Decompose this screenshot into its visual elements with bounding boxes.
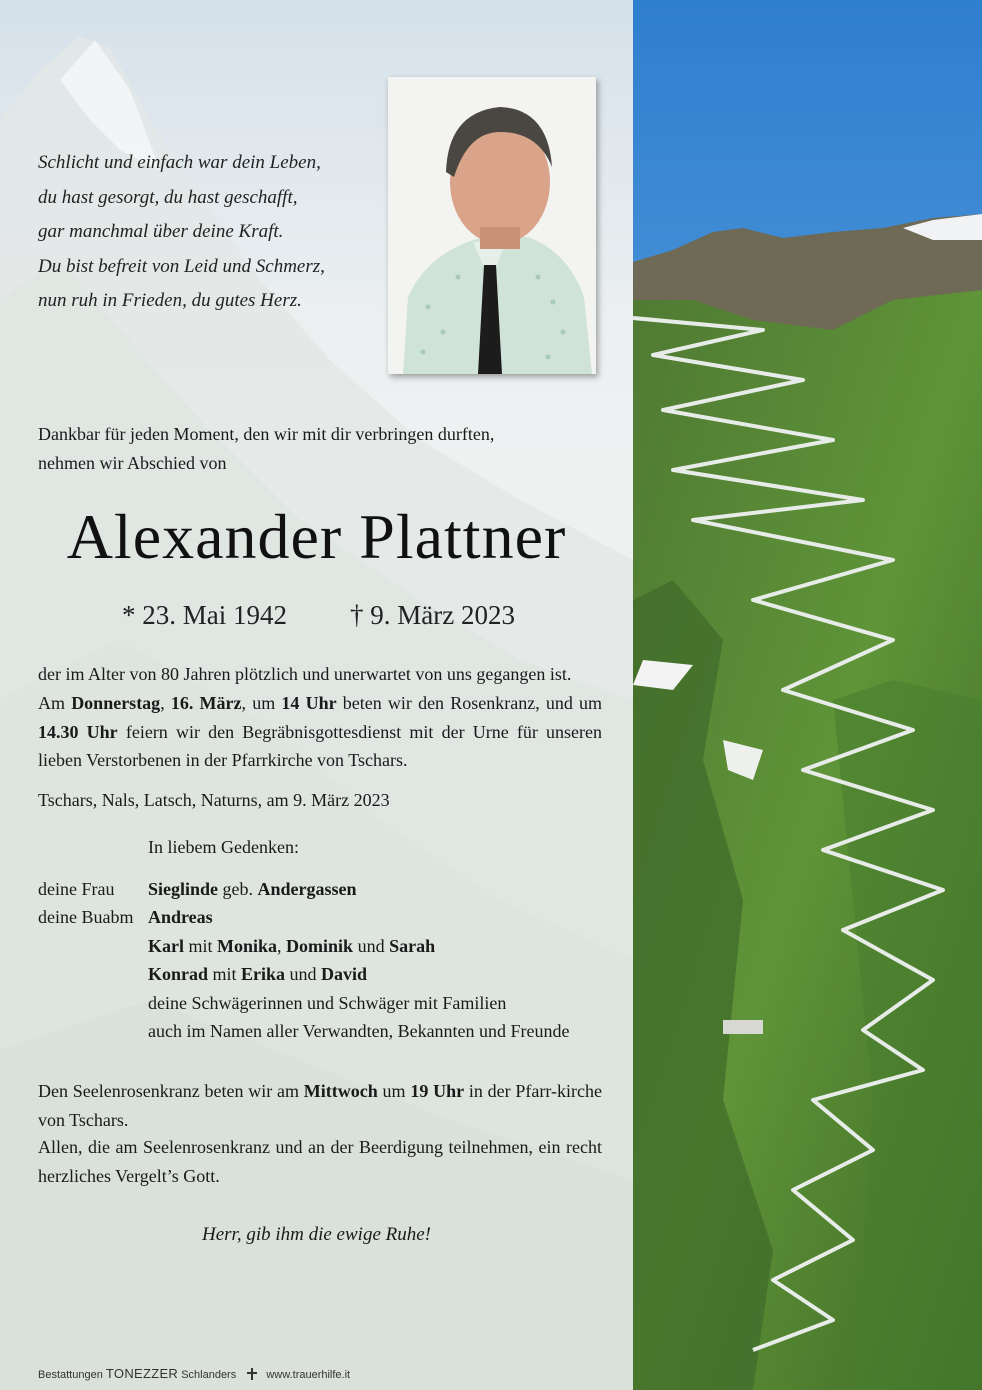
age-line: der im Alter von 80 Jahren plötzlich und unerwartet von uns gegangen ist.	[38, 664, 572, 684]
intro-line-1: Dankbar für jeden Moment, den wir mit dir verbringen durften,	[38, 424, 495, 444]
footer-website[interactable]: www.trauerhilfe.it	[266, 1369, 351, 1381]
funeral-home-footer	[38, 1366, 350, 1384]
mountain-road-photo	[633, 0, 982, 1390]
closing-prayer: Herr, gib ihm die ewige Ruhe!	[201, 1224, 431, 1245]
wife-value: Sieglinde geb. Andergassen	[148, 879, 357, 899]
verse-line: du hast gesorgt, du hast geschafft,	[38, 186, 298, 208]
deceased-name: Alexander Plattner	[66, 501, 567, 572]
verse-line: nun ruh in Frieden, du gutes Herz.	[38, 290, 302, 311]
wife-label: deine Frau	[38, 879, 115, 899]
portrait-photo	[388, 77, 596, 374]
footer-city: Schlanders	[181, 1369, 237, 1381]
inlaws-text: deine Schwägerinnen und Schwäger mit Familien	[148, 993, 507, 1013]
son-2: Karl mit Monika, Dominik und Sarah	[148, 936, 436, 956]
son-3: Konrad mit Erika und David	[148, 964, 368, 984]
sons-label: deine Buabm	[38, 907, 134, 927]
place-date: Tschars, Nals, Latsch, Naturns, am 9. März 2023	[38, 790, 390, 810]
son-1: Andreas	[148, 907, 213, 927]
verse-line: gar manchmal über deine Kraft.	[38, 221, 284, 242]
memorial-verse	[38, 146, 378, 319]
service-announcement: Am Donnerstag, 16. März, um 14 Uhr beten wir den Rosenkranz, und um 14.30 Uhr feiern wir den Begräbnisgottesdienst mit der Urne für unseren lieben Verstorbenen in der Pfarrkirche von Tschars.	[38, 693, 603, 770]
verse-line: Schlicht und einfach war dein Leben,	[38, 152, 321, 173]
intro-line-2: nehmen wir Abschied von	[38, 452, 227, 473]
footer-prefix: Bestattungen	[38, 1369, 103, 1381]
relatives-text: auch im Namen aller Verwandten, Bekannten und Freunde	[148, 1021, 570, 1041]
death-date: † 9. März 2023	[350, 600, 515, 630]
footer-brand: TONEZZER	[105, 1366, 179, 1381]
birth-date: * 23. Mai 1942	[122, 600, 287, 630]
intro-text	[38, 420, 602, 477]
cross-dove-icon	[245, 1367, 259, 1384]
rosary-announcement: Den Seelenrosenkranz beten wir am Mittwoch um 19 Uhr in der Pfarr-kirche von Tschars.	[38, 1081, 602, 1130]
thanks-text: Allen, die am Seelenrosenkranz und an der Beerdigung teilnehmen, ein recht herzliches Vergelt’s Gott.	[38, 1137, 602, 1186]
memory-heading: In liebem Gedenken:	[148, 837, 299, 857]
verse-line: Du bist befreit von Leid und Schmerz,	[38, 255, 325, 277]
